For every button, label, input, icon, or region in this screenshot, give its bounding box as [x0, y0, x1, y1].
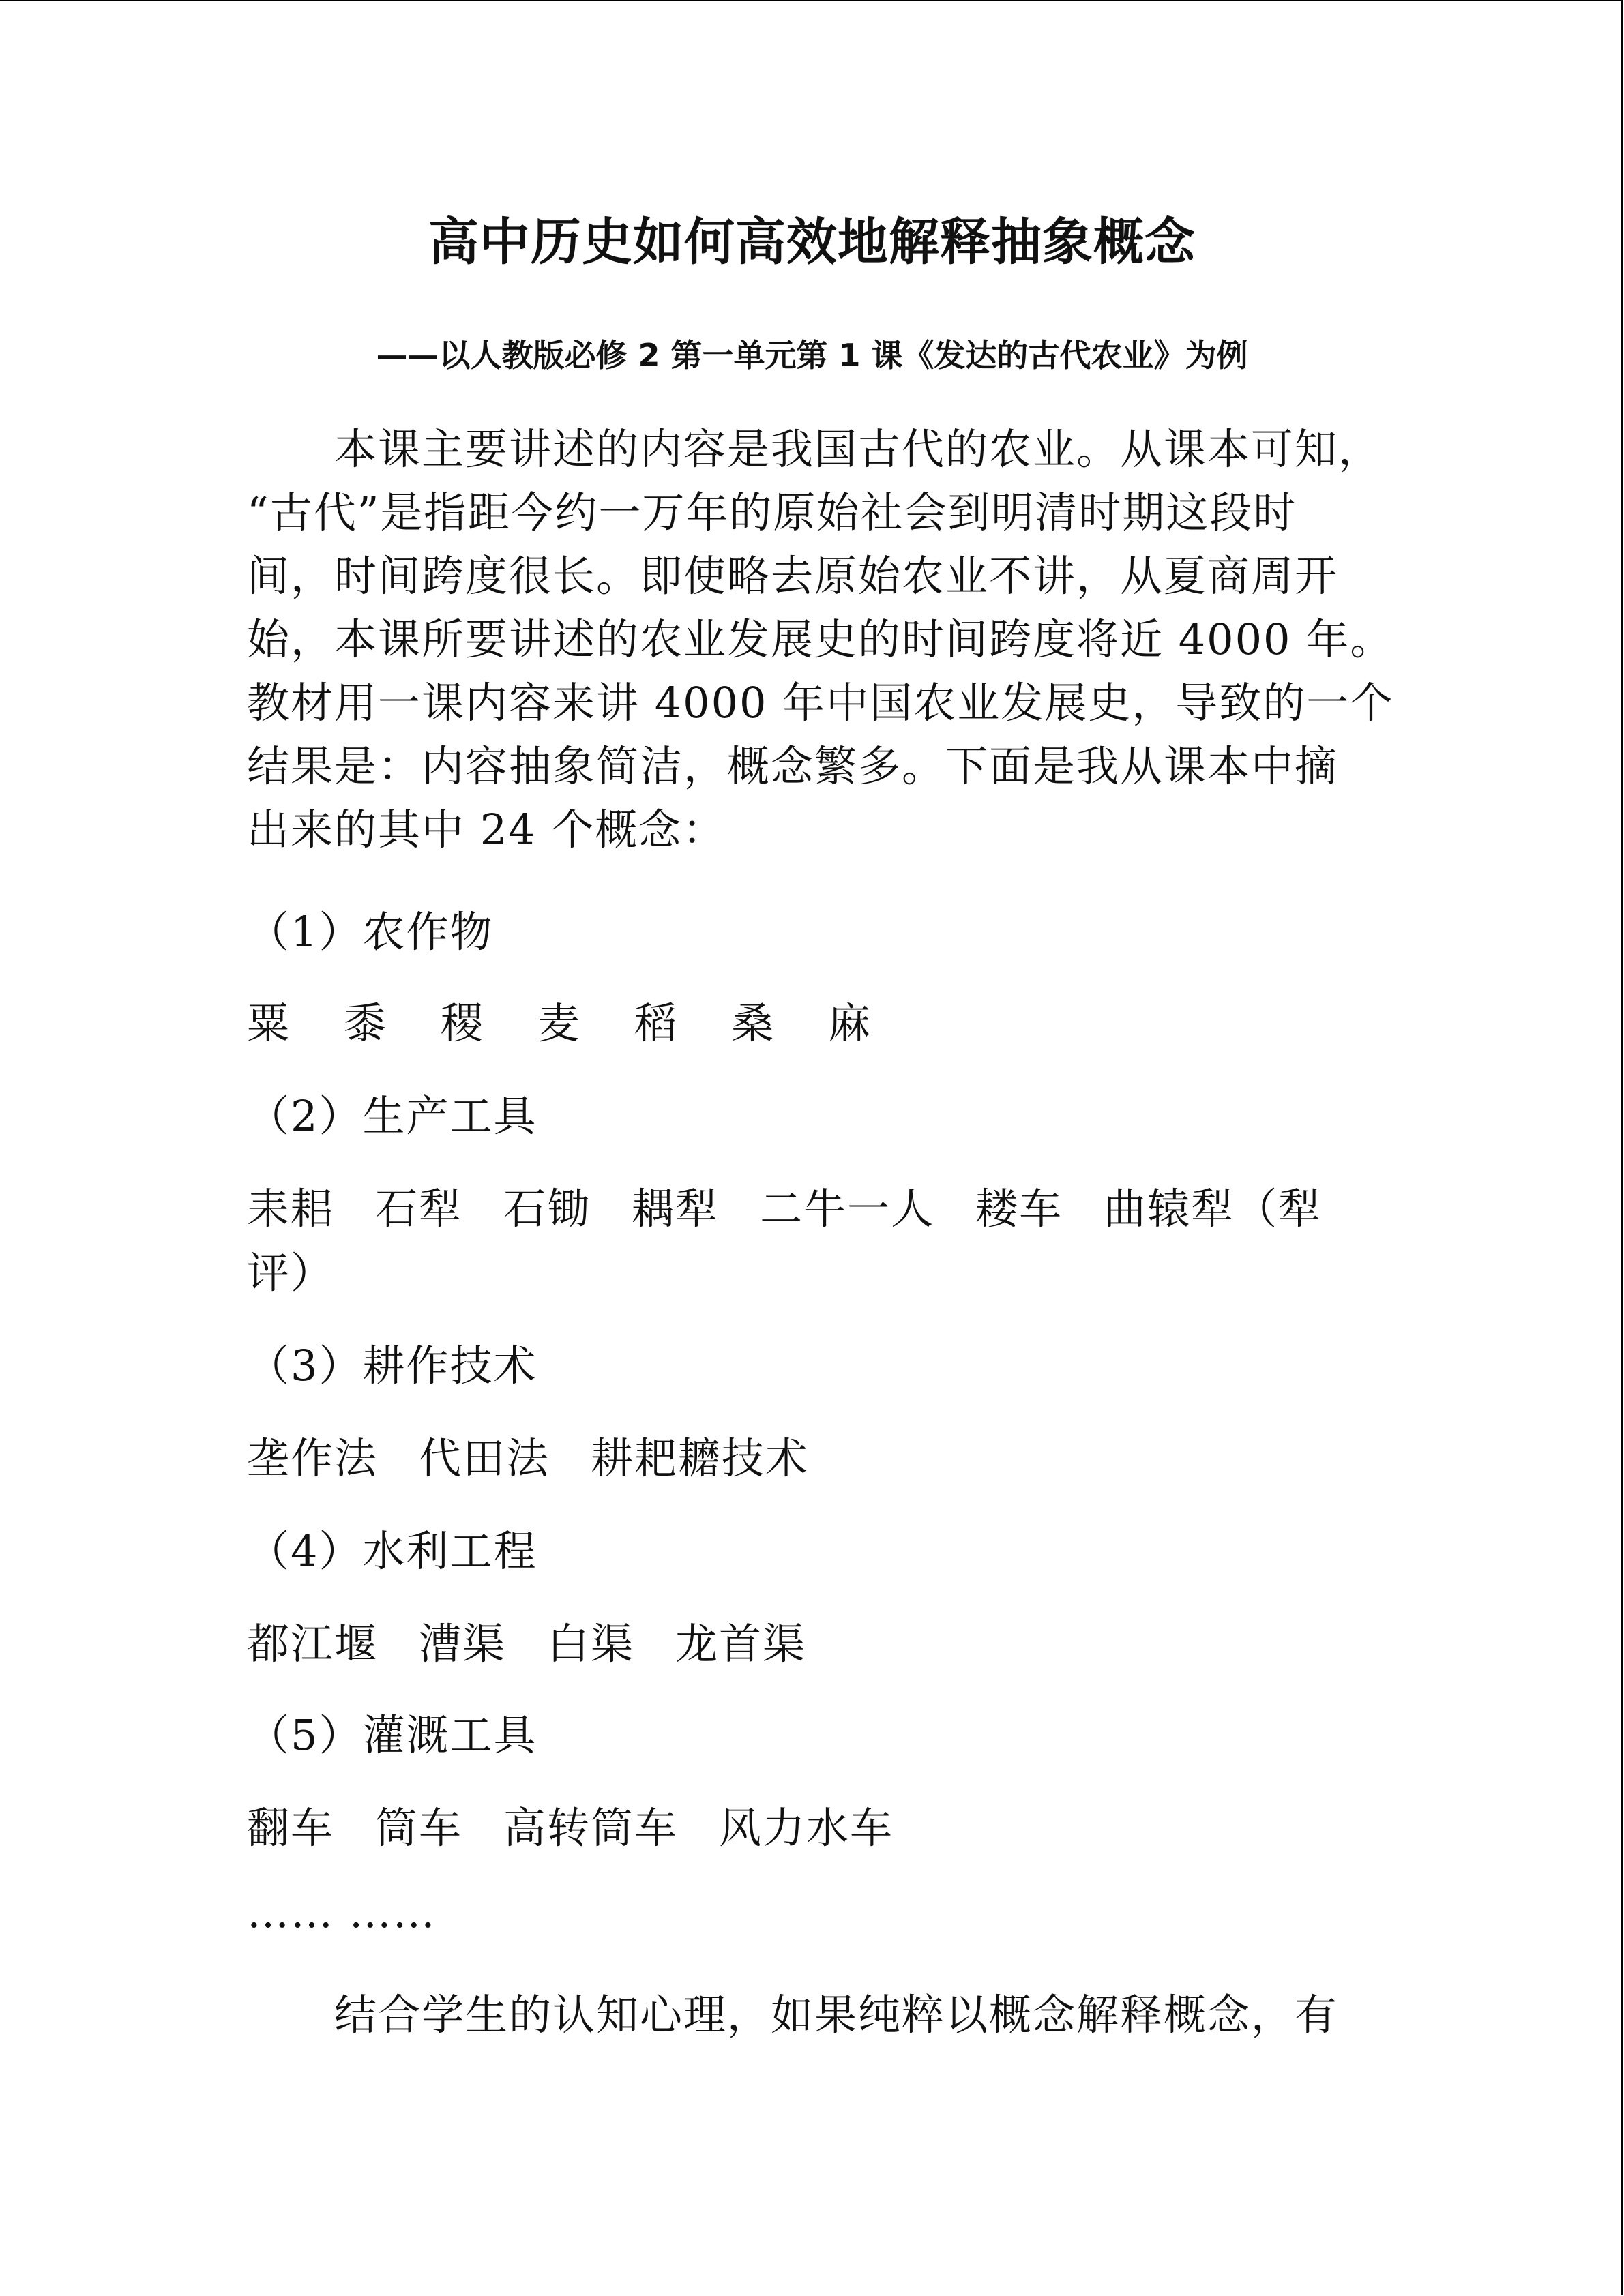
- concept-item: 白渠: [547, 1619, 635, 1669]
- document-title: 高中历史如何高效地解释抽象概念: [428, 213, 1196, 271]
- intro-line: “古代”是指距今约一万年的原始社会到明清时期这段时: [247, 488, 1297, 537]
- concept-item: 二牛一人: [760, 1184, 935, 1234]
- concept-item: 稻: [634, 998, 679, 1048]
- concept-item: 麦: [537, 998, 582, 1048]
- intro-line: 教材用一课内容来讲 4000 年中国农业发展史，导致的一个: [247, 678, 1394, 728]
- concept-item: 都江堰: [247, 1619, 379, 1669]
- concept-item: 石犁: [375, 1184, 463, 1234]
- concept-item: 翻车: [247, 1803, 335, 1853]
- category-items-techniques: [247, 1428, 809, 1489]
- concept-item: 耧车: [975, 1184, 1063, 1234]
- concept-item: 麻: [828, 998, 872, 1048]
- concept-item: 黍: [344, 998, 388, 1048]
- concept-item: 桑: [731, 998, 776, 1048]
- intro-line: 结果是：内容抽象简洁，概念繁多。下面是我从课本中摘: [247, 741, 1339, 791]
- concept-item: 风力水车: [719, 1803, 894, 1853]
- closing-paragraph-line: 结合学生的认知心理，如果纯粹以概念解释概念，有: [334, 1990, 1339, 2040]
- category-heading-water-projects: （4）水利工程: [247, 1526, 537, 1576]
- category-items-tools-continuation: 评）: [247, 1248, 335, 1298]
- category-heading-irrigation-tools: （5）灌溉工具: [247, 1710, 537, 1760]
- intro-paragraph: [247, 417, 1394, 861]
- category-items-crops: [247, 993, 925, 1054]
- concept-item: 垄作法: [247, 1433, 379, 1483]
- concept-item: 高转筒车: [503, 1803, 679, 1853]
- ellipsis-line: …… ……: [247, 1888, 437, 1937]
- concept-item: 曲辕犁（犁: [1104, 1184, 1323, 1234]
- intro-line: 出来的其中 24 个概念：: [247, 805, 726, 854]
- concept-item: 粟: [247, 998, 291, 1048]
- category-heading-tools: （2）生产工具: [247, 1091, 537, 1141]
- concept-item: 代田法: [419, 1433, 550, 1483]
- category-items-water-projects: [247, 1613, 806, 1675]
- concept-item: 耦犁: [632, 1184, 720, 1234]
- concept-item: 筒车: [375, 1803, 463, 1853]
- category-heading-techniques: （3）耕作技术: [247, 1341, 537, 1390]
- concept-item: 耒耜: [247, 1184, 335, 1234]
- category-heading-crops: （1）农作物: [247, 907, 494, 957]
- category-items-tools: [247, 1178, 1322, 1240]
- concept-item: 稷: [441, 998, 485, 1048]
- concept-item: 漕渠: [419, 1619, 507, 1669]
- concept-item: 石锄: [503, 1184, 591, 1234]
- document-subtitle: ——以人教版必修 2 第一单元第 1 课《发达的古代农业》为例: [376, 337, 1248, 374]
- concept-item: 龙首渠: [675, 1619, 807, 1669]
- intro-line: 本课主要讲述的内容是我国古代的农业。从课本可知，: [334, 424, 1383, 474]
- concept-item: 耕耙耱技术: [591, 1433, 810, 1483]
- intro-line: 间，时间跨度很长。即使略去原始农业不讲，从夏商周开: [247, 551, 1339, 601]
- intro-line: 始，本课所要讲述的农业发展史的时间跨度将近 4000 年。: [247, 614, 1394, 664]
- category-items-irrigation-tools: [247, 1798, 894, 1859]
